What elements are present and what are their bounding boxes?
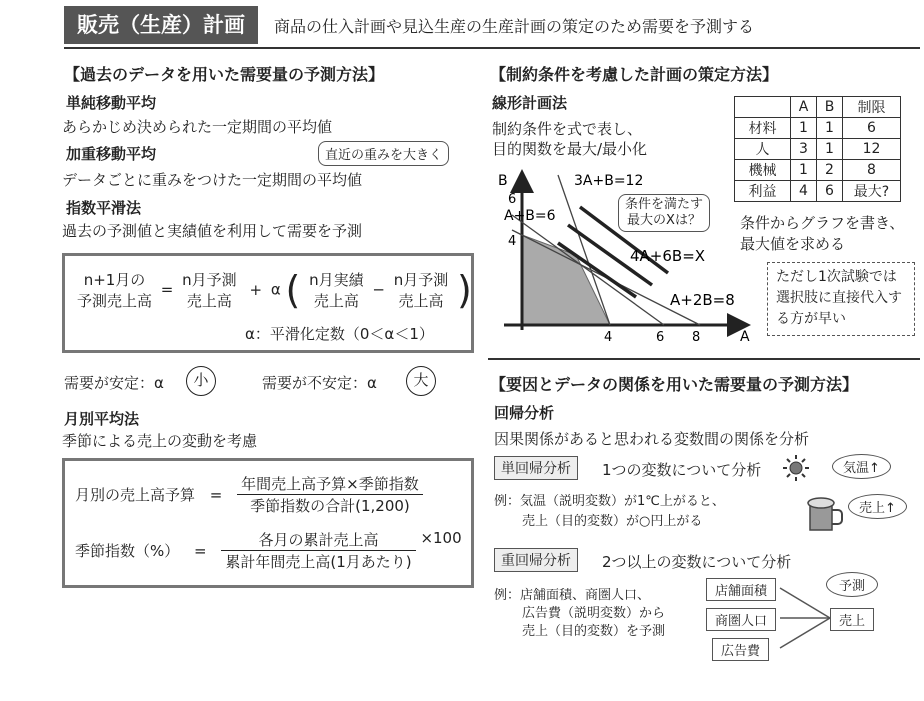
- table-header: B: [817, 97, 843, 118]
- table-header: A: [791, 97, 817, 118]
- label-a-b-6: A+B=6: [504, 208, 556, 224]
- section-divider: [488, 358, 920, 360]
- graph-note-1: 条件からグラフを書き、: [740, 214, 905, 232]
- tick-label-y4: 4: [508, 234, 517, 249]
- simple-ma-desc: あらかじめ決められた一定期間の平均値: [62, 118, 333, 136]
- minus-sign: −: [372, 280, 385, 299]
- multi-example-1: 例：店舗面積、商圏人口、: [494, 588, 651, 603]
- tick-label-x6: 6: [656, 330, 665, 345]
- multi-regression-desc: 2つ以上の変数について分析: [602, 553, 792, 571]
- exp-smoothing-title: 指数平滑法: [66, 199, 142, 217]
- single-example-1: 例：気温（説明変数）が1℃上がると、: [494, 494, 725, 509]
- right-paren: ): [457, 268, 472, 312]
- label-a-2b-8: A+2B=8: [670, 291, 735, 309]
- temperature-bubble: 気温↑: [832, 454, 891, 479]
- weighted-ma-desc: データごとに重みをつけた一定期間の平均値: [62, 171, 363, 189]
- tick-label-x8: 8: [692, 330, 701, 345]
- table-row: 機械 1 2 8: [735, 160, 901, 181]
- term3-fraction: n月予測 売上高: [393, 271, 449, 310]
- small-circle: 小: [186, 366, 216, 396]
- lp-graph: [490, 165, 760, 345]
- single-regression-desc: 1つの変数について分析: [602, 461, 762, 479]
- regression-sub: 回帰分析: [494, 404, 555, 422]
- table-row: 材料 1 1 6: [735, 118, 901, 139]
- multi-example-2: 広告費（説明変数）から: [522, 606, 666, 621]
- table-row: 人 3 1 12: [735, 139, 901, 160]
- sales-bubble: 売上↑: [848, 494, 907, 519]
- large-circle: 大: [406, 366, 436, 396]
- prediction-bubble: 予測: [826, 572, 878, 597]
- term2-fraction: n月実績 売上高: [309, 271, 364, 310]
- multi-regression-tag: 重回帰分析: [494, 548, 578, 572]
- plus-sign: +: [249, 280, 263, 299]
- weighted-ma-title: 加重移動平均: [66, 145, 157, 163]
- monthly-formula-2: 季節指数（%） = $\frac{\text{各月の累計売上高}}{\text{累計年間売上高(1月あたり)}}$ ×100: [75, 529, 462, 571]
- regression-section-title: 【要因とデータの関係を用いた需要量の予測方法】: [490, 375, 859, 394]
- lp-desc-1: 制約条件を式で表し、: [492, 120, 643, 138]
- table-header: 制限: [843, 97, 901, 118]
- lhs-fraction: n+1月の 予測売上高: [77, 271, 153, 310]
- node-trade-area-population: 商圏人口: [706, 608, 776, 631]
- monthly-title: 月別平均法: [64, 410, 140, 428]
- axis-label-a: A: [740, 329, 750, 345]
- term1-fraction: n月予測 売上高: [182, 271, 237, 310]
- node-store-area: 店舗面積: [706, 578, 776, 601]
- single-example-2: 売上（目的変数）が○円上がる: [522, 514, 703, 529]
- label-objective: 4A+6B=X: [630, 247, 706, 265]
- eq-sign: =: [160, 280, 174, 299]
- page-title: 販売（生産）計画: [64, 6, 258, 44]
- unstable-demand-label: 需要が不安定：α: [262, 374, 377, 392]
- left-paren: (: [285, 268, 301, 312]
- tick-label-y6: 6: [508, 192, 517, 207]
- table-row: 利益 4 6 最大?: [735, 181, 901, 202]
- monthly-desc: 季節による売上の変動を考慮: [62, 432, 258, 450]
- header-divider: [64, 47, 920, 49]
- page-description: 商品の仕入計画や見込生産の生産計画の策定のため需要を予測する: [274, 17, 755, 36]
- stable-demand-label: 需要が安定：α: [64, 374, 164, 392]
- simple-ma-title: 単純移動平均: [66, 94, 157, 112]
- node-sales: 売上: [830, 608, 874, 631]
- table-header: [735, 97, 791, 118]
- exam-note: ただし1次試験では選択肢に直接代入する方が早い: [767, 262, 915, 336]
- label-3a-b-12: 3A+B=12: [574, 173, 644, 189]
- exp-smoothing-desc: 過去の予測値と実績値を利用して需要を予測: [62, 222, 363, 240]
- monthly-formula-1: 月別の売上高予算 = $\frac{\text{年間売上高予算×季節指数}}{\text{季節指数の合計(1,200)}}$: [75, 473, 423, 516]
- constraint-section-title: 【制約条件を考慮した計画の策定方法】: [490, 65, 779, 84]
- alpha-symbol: α: [270, 280, 281, 299]
- node-ad-cost: 広告費: [712, 638, 769, 661]
- exp-smoothing-formula-box: [62, 253, 474, 353]
- weighted-ma-callout: 直近の重みを大きく: [318, 141, 449, 166]
- lp-desc-2: 目的関数を最大/最小化: [492, 140, 648, 158]
- monthly-formula-box: [62, 458, 474, 588]
- sun-icon: [782, 454, 810, 482]
- single-regression-tag: 単回帰分析: [494, 456, 578, 480]
- lp-callout: 条件を満たす 最大のXは？: [618, 194, 710, 232]
- graph-note-2: 最大値を求める: [740, 235, 846, 253]
- smoothing-constant-note: α：平滑化定数（0＜α＜1）: [245, 325, 434, 343]
- exp-formula: [73, 268, 472, 312]
- axis-label-b: B: [498, 173, 508, 189]
- past-data-section-title: 【過去のデータを用いた需要量の予測方法】: [64, 65, 385, 84]
- beer-mug-icon: [806, 496, 844, 532]
- regression-desc: 因果関係があると思われる変数間の関係を分析: [494, 430, 810, 448]
- multi-example-3: 売上（目的変数）を予測: [522, 624, 666, 639]
- lp-title: 線形計画法: [492, 94, 568, 112]
- tick-label-x4: 4: [604, 330, 613, 345]
